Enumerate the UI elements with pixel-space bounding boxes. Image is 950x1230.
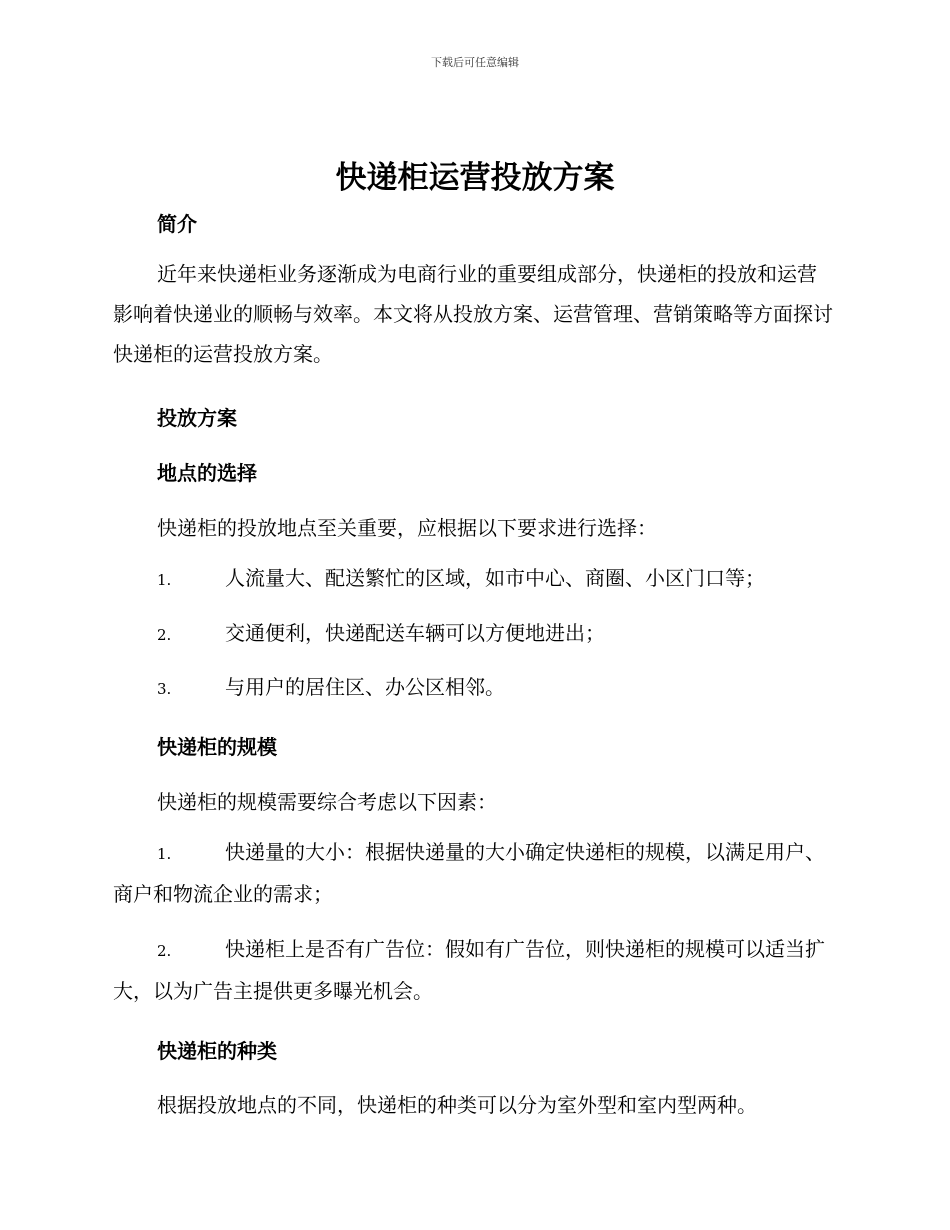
intro-heading: 简介 bbox=[157, 212, 197, 236]
type-heading: 快递柜的种类 bbox=[157, 1039, 277, 1063]
list-text: 快递量的大小：根据快递量的大小确定快递柜的规模，以满足用户、商户和物流企业的需求； bbox=[113, 840, 825, 906]
list-item bbox=[113, 667, 833, 709]
intro-paragraph: 近年来快递柜业务逐渐成为电商行业的重要组成部分，快递柜的投放和运营影响着快递业的顺畅与效率。本文将从投放方案、运营管理、营销策略等方面探讨快递柜的运营投放方案。 bbox=[113, 262, 833, 366]
location-heading: 地点的选择 bbox=[157, 461, 257, 485]
plan-heading: 投放方案 bbox=[157, 406, 237, 430]
list-text: 人流量大、配送繁忙的区域，如市中心、商圈、小区门口等； bbox=[225, 566, 765, 590]
list-item bbox=[113, 832, 833, 914]
list-text: 交通便利，快递配送车辆可以方便地进出； bbox=[225, 621, 605, 645]
document-title: 快递柜运营投放方案 bbox=[335, 160, 615, 196]
type-paragraph: 根据投放地点的不同，快递柜的种类可以分为室外型和室内型两种。 bbox=[157, 1093, 757, 1117]
header-note: 下载后可任意编辑 bbox=[431, 56, 519, 69]
list-text: 快递柜上是否有广告位：假如有广告位，则快递柜的规模可以适当扩大，以为广告主提供更多曝光机会。 bbox=[113, 937, 825, 1003]
list-text: 与用户的居住区、办公区相邻。 bbox=[225, 675, 505, 699]
list-number: 2. bbox=[157, 942, 172, 960]
list-item bbox=[113, 929, 833, 1011]
list-number: 1. bbox=[157, 845, 172, 863]
list-number: 3. bbox=[157, 680, 172, 698]
scale-paragraph: 快递柜的规模需要综合考虑以下因素： bbox=[157, 790, 497, 814]
list-number: 2. bbox=[157, 626, 172, 644]
list-number: 1. bbox=[157, 571, 172, 589]
location-paragraph: 快递柜的投放地点至关重要，应根据以下要求进行选择： bbox=[157, 516, 657, 540]
scale-heading: 快递柜的规模 bbox=[157, 735, 277, 759]
list-item bbox=[113, 558, 833, 600]
list-item bbox=[113, 613, 833, 655]
